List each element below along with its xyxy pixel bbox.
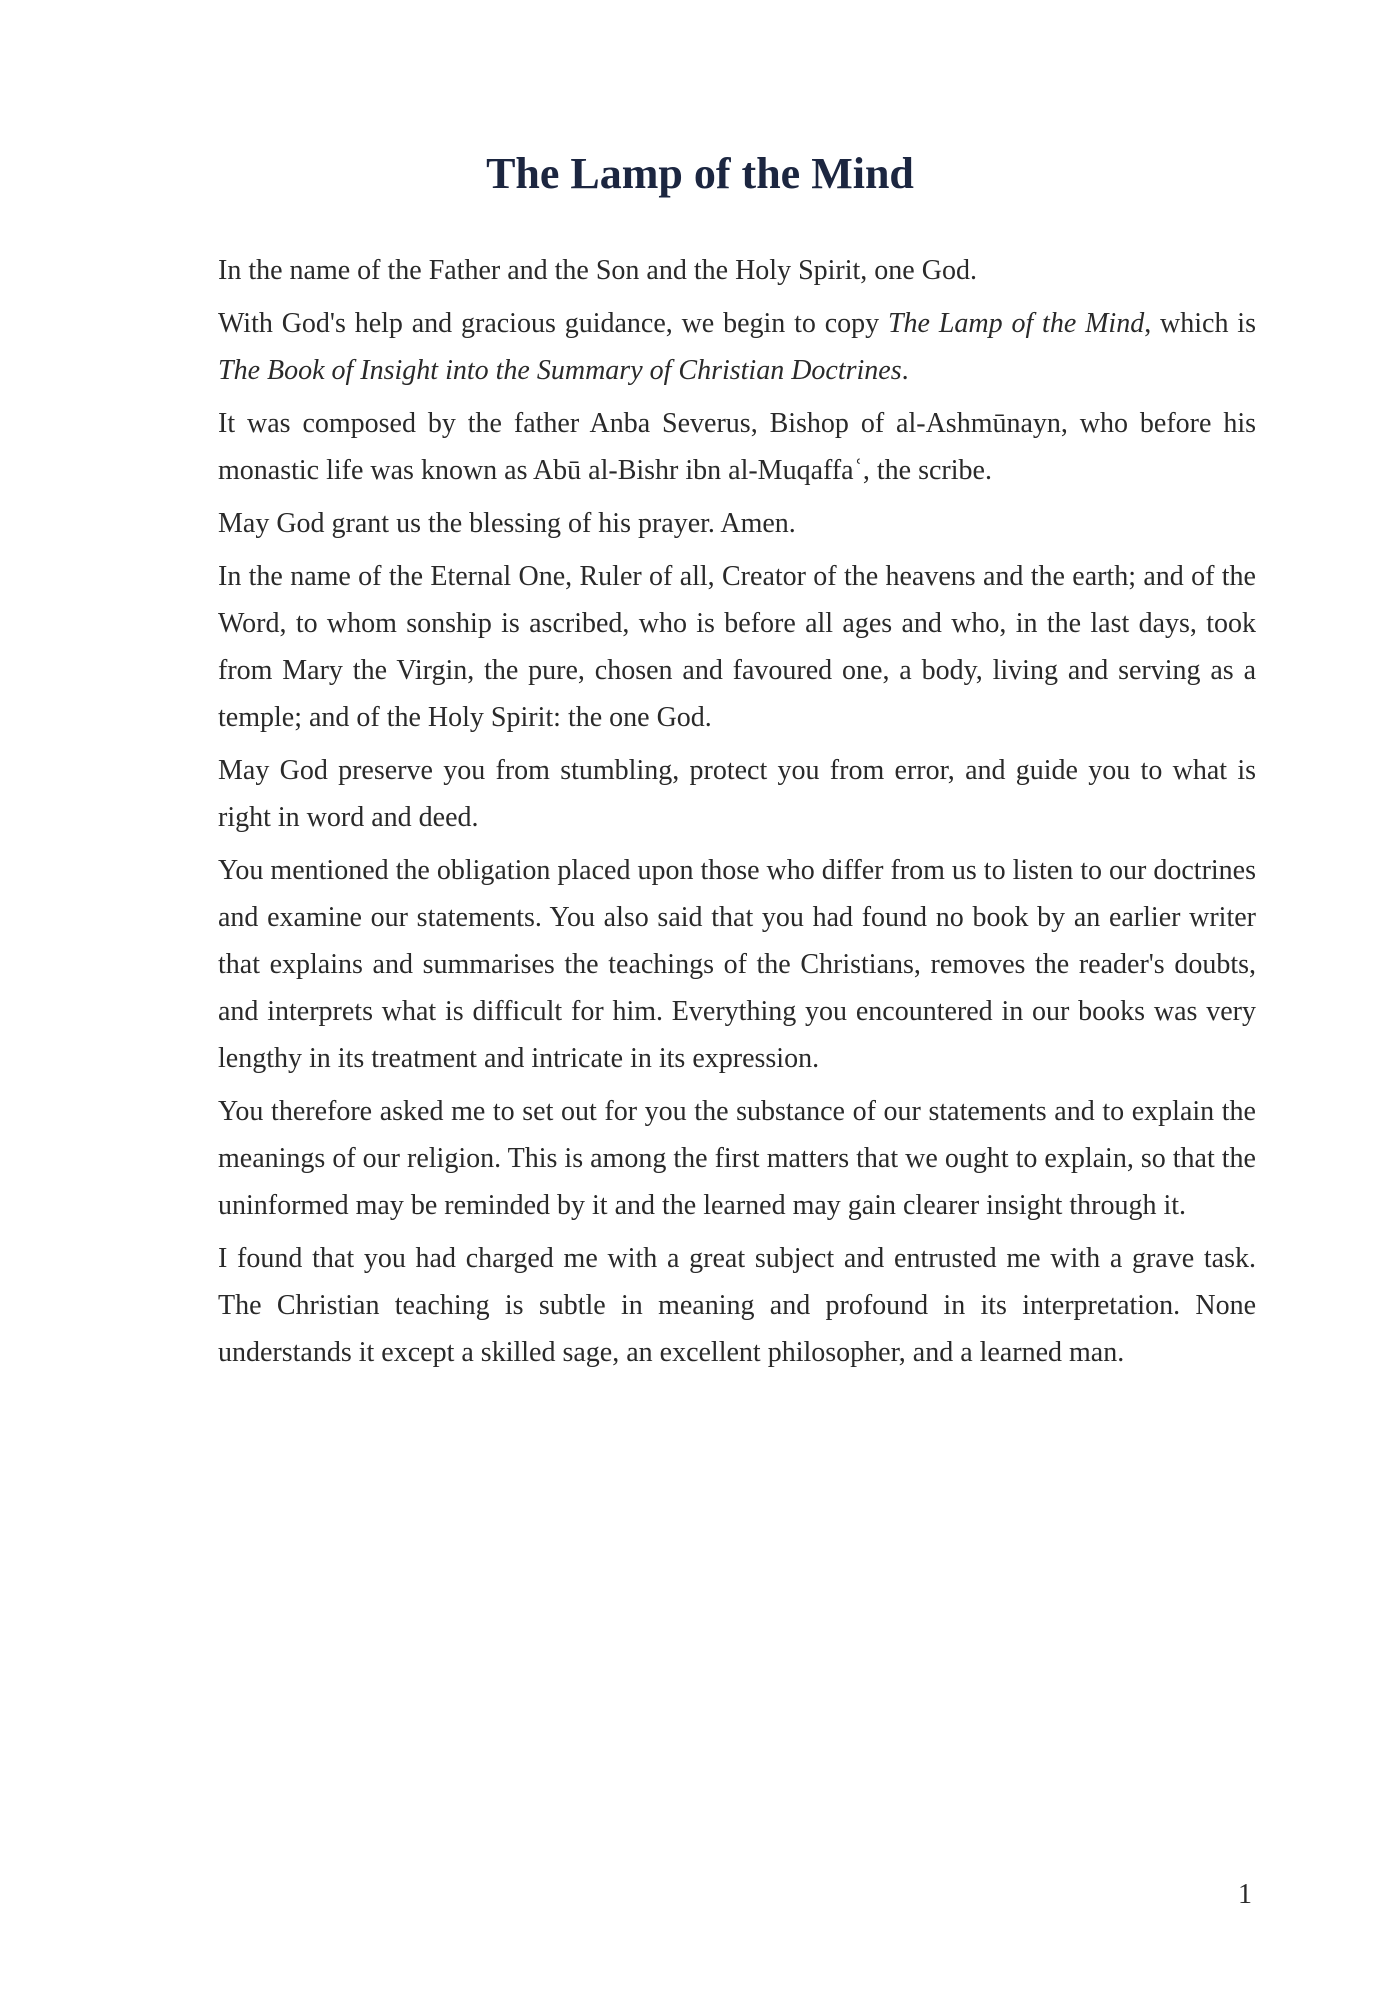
paragraph-author: It was composed by the father Anba Severus, Bishop of al-Ashmūnayn, who before his monastic life was known as Abū al-Bishr ibn al-Muqaffaʿ, the scribe. bbox=[218, 408, 1256, 486]
book-subtitle-italic: The Book of Insight into the Summary of Christian Doctrines bbox=[218, 355, 902, 386]
body-text bbox=[218, 247, 1256, 1382]
paragraph-invocation: In the name of the Father and the Son and the Holy Spirit, one God. bbox=[218, 255, 977, 286]
page-title: The Lamp of the Mind bbox=[486, 149, 914, 198]
paragraph-copy-intro-text-a: With God's help and gracious guidance, we begin to copy bbox=[218, 308, 888, 339]
paragraph-obligation: You mentioned the obligation placed upon those who differ from us to listen to our doctrines and examine our statements. You also said that you had found no book by an earlier writer that explains and summarises the teachings of the Christians, removes the reader's doubts, and interprets what is difficult for him. Everything you encountered in our books was very lengthy in its treatment and intricate in its expression. bbox=[218, 855, 1256, 1074]
page-number: 1 bbox=[1238, 1879, 1252, 1910]
paragraph-copy-intro bbox=[218, 300, 1256, 394]
book-title-italic: The Lamp of the Mind bbox=[887, 308, 1145, 339]
paragraph-copy-intro-text-c: , which is bbox=[1144, 308, 1256, 339]
paragraph-copy-intro-text-e: . bbox=[901, 355, 909, 386]
paragraph-preserve: May God preserve you from stumbling, protect you from error, and guide you to what is right in word and deed. bbox=[218, 755, 1256, 833]
paragraph-request: You therefore asked me to set out for you the substance of our statements and to explain the meanings of our religion. This is among the first matters that we ought to explain, so that the uninformed may be reminded by it and the learned may gain clearer insight through it. bbox=[218, 1096, 1256, 1221]
paragraph-eternal-one: In the name of the Eternal One, Ruler of all, Creator of the heavens and the earth; and of the Word, to whom sonship is ascribed, who is before all ages and who, in the last days, took from Mary the Virgin, the pure, chosen and favoured one, a body, living and serving as a temple; and of the Holy Spirit: the one God. bbox=[218, 561, 1256, 733]
paragraph-blessing: May God grant us the blessing of his prayer. Amen. bbox=[218, 508, 796, 539]
paragraph-great-subject: I found that you had charged me with a great subject and entrusted me with a grave task. The Christian teaching is subtle in meaning and profound in its interpretation. None understands it except a skilled sage, an excellent philosopher, and a learned man. bbox=[218, 1243, 1256, 1368]
